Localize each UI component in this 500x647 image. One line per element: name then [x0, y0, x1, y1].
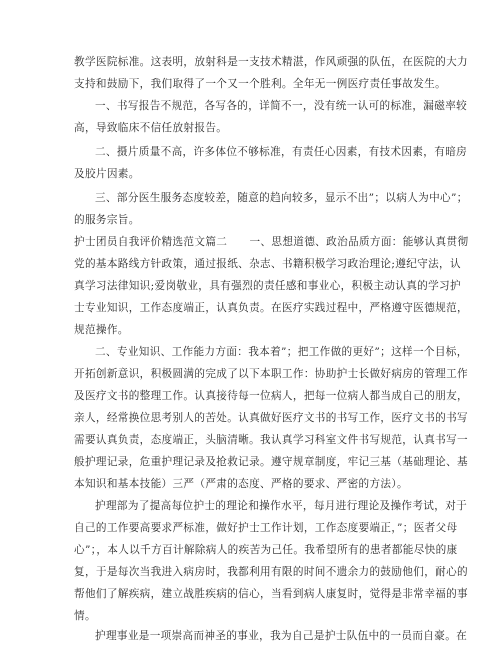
text-line: 二、摄片质量不高，许多体位不够标准，有责任心因素，有技术因素，有暗房 [95, 146, 468, 158]
text-line: 心”；，本人以千方百计解除病人的疾苦为己任。我希望所有的患者都能尽快的康 [74, 544, 458, 556]
text-line: 自己的工作要高要求严标准，做好护士工作计划，工作态度要端正，”；医者父母 [74, 522, 458, 534]
text-line: 般护理记录，危重护理记录及抢救记录。遵守规章制度，牢记三基（基础理论、基 [74, 456, 468, 468]
text-line: 护理事业是一项崇高而神圣的事业，我为自己是护士队伍中的一员而自豪。在 [95, 630, 468, 642]
text-line: 三、部分医生服务态度较差，随意的趋向较多，显示不出”；以病人为中心”； [95, 192, 468, 204]
text-line: 帮他们了解疾病，建立战胜疾病的信心，当看到病人康复时，觉得是非常幸福的事 [74, 588, 468, 600]
text-line: 规范操作。 [74, 324, 129, 336]
text-line: 的服务宗旨。 [74, 214, 140, 226]
text-line: 复，于是每次当我进入病房时，我都利用有限的时间不遗余力的鼓励他们，耐心的 [74, 566, 468, 578]
text-line: 党的基本路线方针政策，通过报纸、杂志、书籍积极学习政治理论;遵纪守法，认 [74, 258, 461, 270]
text-line: 一、书写报告不规范，各写各的，详简不一，没有统一认可的标准，漏磁率较 [95, 100, 468, 112]
text-line: 护理部为了提高每位护士的理论和操作水平，每月进行理论及操作考试，对于 [95, 500, 468, 512]
text-line: 二、专业知识、工作能力方面：我本着”；把工作做的更好”；这样一个目标， [95, 346, 468, 358]
text-line: 真学习法律知识;爱岗敬业，具有强烈的责任感和事业心，积极主动认真的学习护 [74, 280, 461, 292]
text-line: 高，导致临床不信任放射报告。 [74, 122, 228, 134]
text-line: 开拓创新意识，积极圆满的完成了以下本职工作：协助护士长做好病房的管理工作 [74, 368, 468, 380]
text-line: 及胶片因素。 [74, 168, 140, 180]
text-line: 护士团员自我评价精选范文篇二 一、思想道德、政治品质方面：能够认真贯彻 [74, 236, 469, 248]
text-line: 本知识和基本技能）三严（严肃的态度、严格的要求、严密的方法）。 [74, 478, 408, 490]
text-line: 亲人，经常换位思考别人的苦处。认真做好医疗文书的书写工作，医疗文书的书写 [74, 412, 468, 424]
text-line: 支持和鼓励下，我们取得了一个又一个胜利。全年无一例医疗责任事故发生。 [74, 78, 447, 90]
text-line: 需要认真负责，态度端正，头脑清晰。我认真学习科室文件书写规范，认真书写一 [74, 434, 468, 446]
text-line: 及医疗文书的整理工作。认真接待每一位病人，把每一位病人都当成自己的朋友， [74, 390, 468, 402]
text-line: 士专业知识，工作态度端正，认真负责。在医疗实践过程中，严格遵守医德规范， [74, 302, 468, 314]
text-line: 教学医院标准。这表明，放射科是一支技术精湛，作风顽强的队伍，在医院的大力 [74, 56, 468, 68]
text-line: 情。 [74, 610, 96, 622]
